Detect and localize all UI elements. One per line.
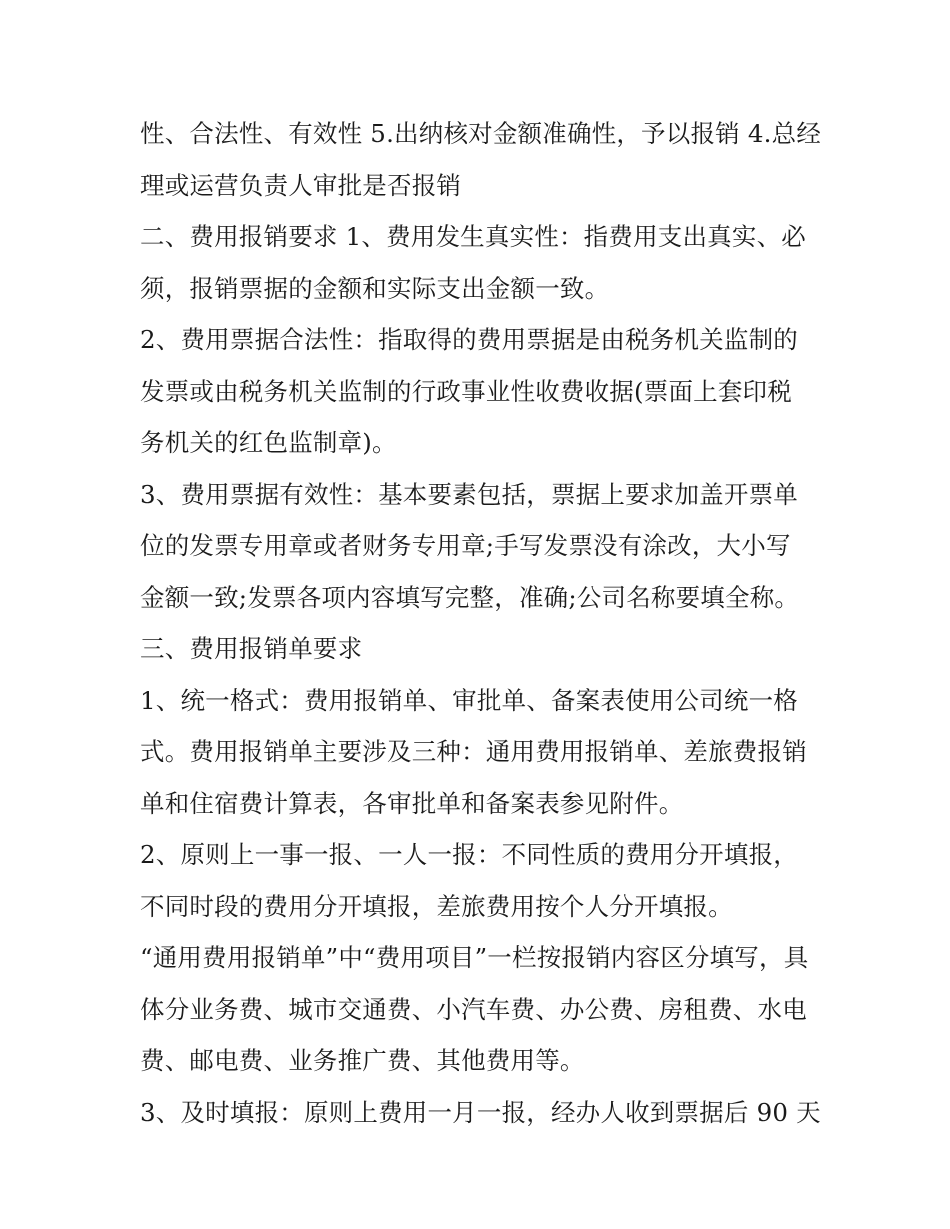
text-line: 金额一致;发票各项内容填写完整，准确;公司名称要填全称。	[140, 582, 800, 612]
text-line: “通用费用报销单”中“费用项目”一栏按报销内容区分填写，具	[140, 943, 809, 972]
text-line: 二、费用报销要求 1、费用发生真实性：指费用支出真实、必	[140, 222, 806, 251]
text-line: 不同时段的费用分开填报，差旅费用按个人分开填报。	[140, 891, 733, 921]
text-line: 体分业务费、城市交通费、小汽车费、办公费、房租费、水电	[140, 994, 807, 1024]
text-line: 2、原则上一事一报、一人一报：不同性质的费用分开填报，	[140, 840, 798, 869]
text-line: 须，报销票据的金额和实际支出金额一致。	[140, 273, 610, 303]
text-line: 费、邮电费、业务推广费、其他费用等。	[140, 1046, 585, 1075]
text-line: 2、费用票据合法性：指取得的费用票据是由税务机关监制的	[140, 325, 798, 354]
text-line: 发票或由税务机关监制的行政事业性收费收据(票面上套印税	[140, 376, 792, 406]
text-line: 性、合法性、有效性 5.出纳核对金额准确性，予以报销 4.总经	[140, 119, 822, 148]
text-line: 3、费用票据有效性：基本要素包括，票据上要求加盖开票单	[140, 479, 798, 509]
text-line: 单和住宿费计算表，各审批单和备案表参见附件。	[140, 788, 684, 818]
text-line: 式。费用报销单主要涉及三种：通用费用报销单、差旅费报销	[140, 737, 807, 766]
text-line: 理或运营负责人审批是否报销	[140, 170, 462, 200]
text-line: 1、统一格式：费用报销单、审批单、备案表使用公司统一格	[140, 685, 798, 715]
document-body	[140, 108, 820, 1138]
text-line: 3、及时填报：原则上费用一月一报，经办人收到票据后 90 天	[140, 1097, 821, 1127]
text-line: 务机关的红色监制章)。	[140, 428, 397, 457]
section-heading: 三、费用报销单要求	[140, 634, 363, 663]
text-line: 位的发票专用章或者财务专用章;手写发票没有涂改，大小写	[140, 531, 791, 560]
